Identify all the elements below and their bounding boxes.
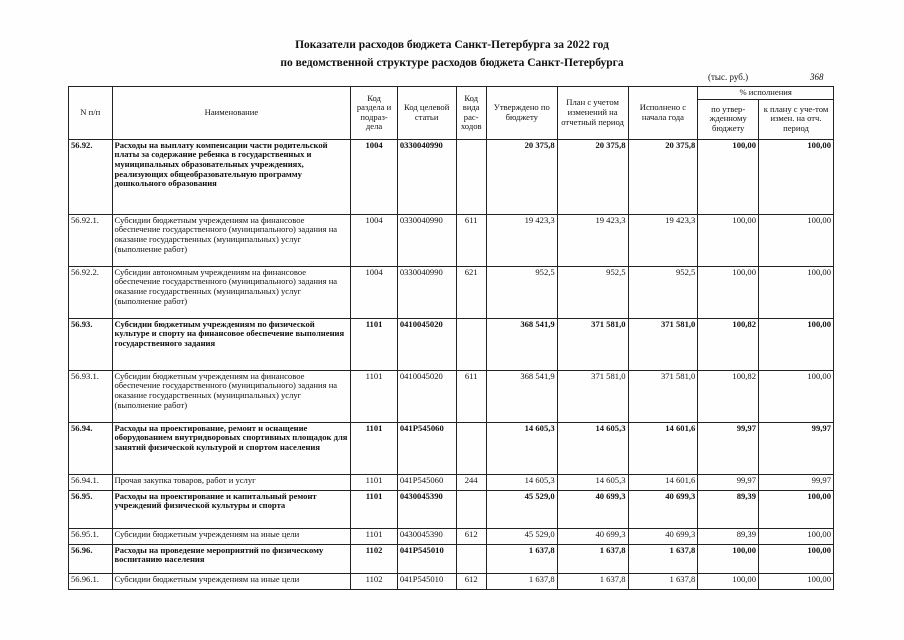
row-target-code: 0410045020 (397, 370, 456, 422)
row-pct-plan: 100,00 (759, 544, 834, 573)
document-title-line2: по ведомственной структуре расходов бюджета Санкт-Петербурга (280, 57, 624, 69)
row-plan: 14 605,3 (557, 474, 628, 490)
row-expense-type: 611 (456, 214, 486, 266)
row-number: 56.96. (69, 544, 113, 573)
row-approved: 20 375,8 (486, 139, 557, 214)
row-executed: 14 601,6 (628, 474, 698, 490)
row-pct-approved: 100,82 (698, 370, 759, 422)
row-name: Субсидии бюджетным учреждениям на иные цели (112, 528, 351, 544)
row-expense-type (456, 422, 486, 474)
row-name: Расходы на проектирование и капитальный ремонт учреждений физической культуры и спорта (112, 490, 351, 528)
row-plan: 40 699,3 (557, 490, 628, 528)
row-approved: 952,5 (486, 266, 557, 318)
row-target-code: 0430045390 (397, 528, 456, 544)
row-pct-approved: 100,00 (698, 139, 759, 214)
table-row (69, 139, 834, 214)
row-target-code: 0430045390 (397, 490, 456, 528)
row-approved: 19 423,3 (486, 214, 557, 266)
document-title-line1: Показатели расходов бюджета Санкт-Петербурга за 2022 год (295, 39, 609, 51)
row-expense-type: 612 (456, 528, 486, 544)
row-executed: 371 581,0 (628, 370, 698, 422)
row-name: Расходы на проведение мероприятий по физическому воспитанию населения (112, 544, 351, 573)
row-name: Прочая закупка товаров, работ и услуг (112, 474, 351, 490)
row-number: 56.96.1. (69, 573, 113, 589)
row-pct-approved: 100,00 (698, 544, 759, 573)
header-section: Код раздела и подраз-дела (351, 87, 398, 140)
row-approved: 1 637,8 (486, 573, 557, 589)
row-plan: 1 637,8 (557, 573, 628, 589)
page-number: 368 (810, 72, 824, 82)
row-target-code: 041P545010 (397, 544, 456, 573)
row-expense-type (456, 318, 486, 370)
row-name: Расходы на проектирование, ремонт и оснащение оборудованием внутридворовых спортивных площадок для занятий физической культурой и спортом населения (112, 422, 351, 474)
table-row (69, 214, 834, 266)
header-approved: Утверждено по бюджету (486, 87, 557, 140)
row-pct-plan: 100,00 (759, 573, 834, 589)
row-plan: 1 637,8 (557, 544, 628, 573)
row-pct-plan: 100,00 (759, 528, 834, 544)
row-expense-type: 621 (456, 266, 486, 318)
row-pct-plan: 100,00 (759, 370, 834, 422)
row-approved: 368 541,9 (486, 318, 557, 370)
row-number: 56.94. (69, 422, 113, 474)
row-pct-approved: 100,82 (698, 318, 759, 370)
row-number: 56.94.1. (69, 474, 113, 490)
row-section-code: 1101 (351, 318, 398, 370)
table-row (69, 422, 834, 474)
row-section-code: 1004 (351, 266, 398, 318)
row-pct-plan: 99,97 (759, 474, 834, 490)
header-plan: План с учетом изменений на отчетный период (557, 87, 628, 140)
row-executed: 371 581,0 (628, 318, 698, 370)
header-pct-plan: к плану с уче-том измен. на отч. период (759, 99, 834, 139)
budget-table (68, 86, 834, 590)
row-section-code: 1101 (351, 474, 398, 490)
row-pct-plan: 100,00 (759, 318, 834, 370)
row-target-code: 041P545060 (397, 422, 456, 474)
row-approved: 1 637,8 (486, 544, 557, 573)
row-target-code: 041P545010 (397, 573, 456, 589)
row-number: 56.95. (69, 490, 113, 528)
row-number: 56.92.2. (69, 266, 113, 318)
header-exptype: Код вида рас-ходов (456, 87, 486, 140)
unit-label: (тыс. руб.) (708, 72, 749, 82)
row-section-code: 1102 (351, 544, 398, 573)
row-number: 56.92. (69, 139, 113, 214)
table-row (69, 528, 834, 544)
row-approved: 45 529,0 (486, 490, 557, 528)
row-approved: 14 605,3 (486, 474, 557, 490)
row-expense-type (456, 139, 486, 214)
row-expense-type: 612 (456, 573, 486, 589)
row-number: 56.93.1. (69, 370, 113, 422)
row-name: Субсидии бюджетным учреждениям по физической культуре и спорту на финансовое обеспечение выполнения государственного задания (112, 318, 351, 370)
row-section-code: 1004 (351, 139, 398, 214)
row-plan: 371 581,0 (557, 370, 628, 422)
row-executed: 40 699,3 (628, 528, 698, 544)
row-executed: 40 699,3 (628, 490, 698, 528)
row-executed: 952,5 (628, 266, 698, 318)
row-target-code: 041P545060 (397, 474, 456, 490)
row-section-code: 1102 (351, 573, 398, 589)
header-name: Наименование (112, 87, 351, 140)
row-executed: 1 637,8 (628, 544, 698, 573)
row-pct-approved: 100,00 (698, 266, 759, 318)
row-number: 56.93. (69, 318, 113, 370)
row-pct-plan: 100,00 (759, 214, 834, 266)
header-pct-approved: по утвер-жденному бюджету (698, 99, 759, 139)
row-plan: 14 605,3 (557, 422, 628, 474)
table-row (69, 544, 834, 573)
row-name: Субсидии бюджетным учреждениям на финансовое обеспечение государственного (муниципального) задания на оказание государственных (муниципальных) услуг (выполнение работ) (112, 370, 351, 422)
row-expense-type: 244 (456, 474, 486, 490)
row-plan: 40 699,3 (557, 528, 628, 544)
row-expense-type: 611 (456, 370, 486, 422)
row-expense-type (456, 544, 486, 573)
row-executed: 1 637,8 (628, 573, 698, 589)
row-name: Субсидии бюджетным учреждениям на финансовое обеспечение государственного (муниципального) задания на оказание государственных (муниципальных) услуг (выполнение работ) (112, 214, 351, 266)
table-row (69, 370, 834, 422)
row-approved: 368 541,9 (486, 370, 557, 422)
row-pct-approved: 89,39 (698, 528, 759, 544)
header-executed: Исполнено с начала года (628, 87, 698, 140)
row-pct-approved: 89,39 (698, 490, 759, 528)
header-target: Код целевой статьи (397, 87, 456, 140)
row-number: 56.92.1. (69, 214, 113, 266)
row-pct-plan: 100,00 (759, 139, 834, 214)
row-executed: 19 423,3 (628, 214, 698, 266)
row-section-code: 1004 (351, 214, 398, 266)
row-plan: 371 581,0 (557, 318, 628, 370)
row-target-code: 0330040990 (397, 266, 456, 318)
row-number: 56.95.1. (69, 528, 113, 544)
table-row (69, 474, 834, 490)
row-target-code: 0330040990 (397, 139, 456, 214)
row-section-code: 1101 (351, 422, 398, 474)
row-section-code: 1101 (351, 490, 398, 528)
header-pct: % исполнения (698, 87, 834, 100)
row-executed: 14 601,6 (628, 422, 698, 474)
row-pct-plan: 100,00 (759, 266, 834, 318)
table-row (69, 490, 834, 528)
row-target-code: 0330040990 (397, 214, 456, 266)
table-row (69, 573, 834, 589)
row-plan: 952,5 (557, 266, 628, 318)
row-name: Субсидии бюджетным учреждениям на иные цели (112, 573, 351, 589)
row-executed: 20 375,8 (628, 139, 698, 214)
row-name: Субсидии автономным учреждениям на финансовое обеспечение государственного (муниципального) задания на оказание государственных (муниципальных) услуг (выполнение работ) (112, 266, 351, 318)
row-pct-plan: 100,00 (759, 490, 834, 528)
row-section-code: 1101 (351, 528, 398, 544)
header-num: N п/п (69, 87, 113, 140)
row-name: Расходы на выплату компенсации части родительской платы за содержание ребенка в государственных и муниципальных образовательных учреждениях, реализующих общеобразовательную программу дошкольного образования (112, 139, 351, 214)
row-approved: 14 605,3 (486, 422, 557, 474)
row-pct-plan: 99,97 (759, 422, 834, 474)
row-pct-approved: 100,00 (698, 573, 759, 589)
row-approved: 45 529,0 (486, 528, 557, 544)
table-row (69, 318, 834, 370)
row-expense-type (456, 490, 486, 528)
row-plan: 20 375,8 (557, 139, 628, 214)
row-pct-approved: 99,97 (698, 422, 759, 474)
table-row (69, 266, 834, 318)
row-target-code: 0410045020 (397, 318, 456, 370)
row-plan: 19 423,3 (557, 214, 628, 266)
row-pct-approved: 100,00 (698, 214, 759, 266)
row-pct-approved: 99,97 (698, 474, 759, 490)
row-section-code: 1101 (351, 370, 398, 422)
